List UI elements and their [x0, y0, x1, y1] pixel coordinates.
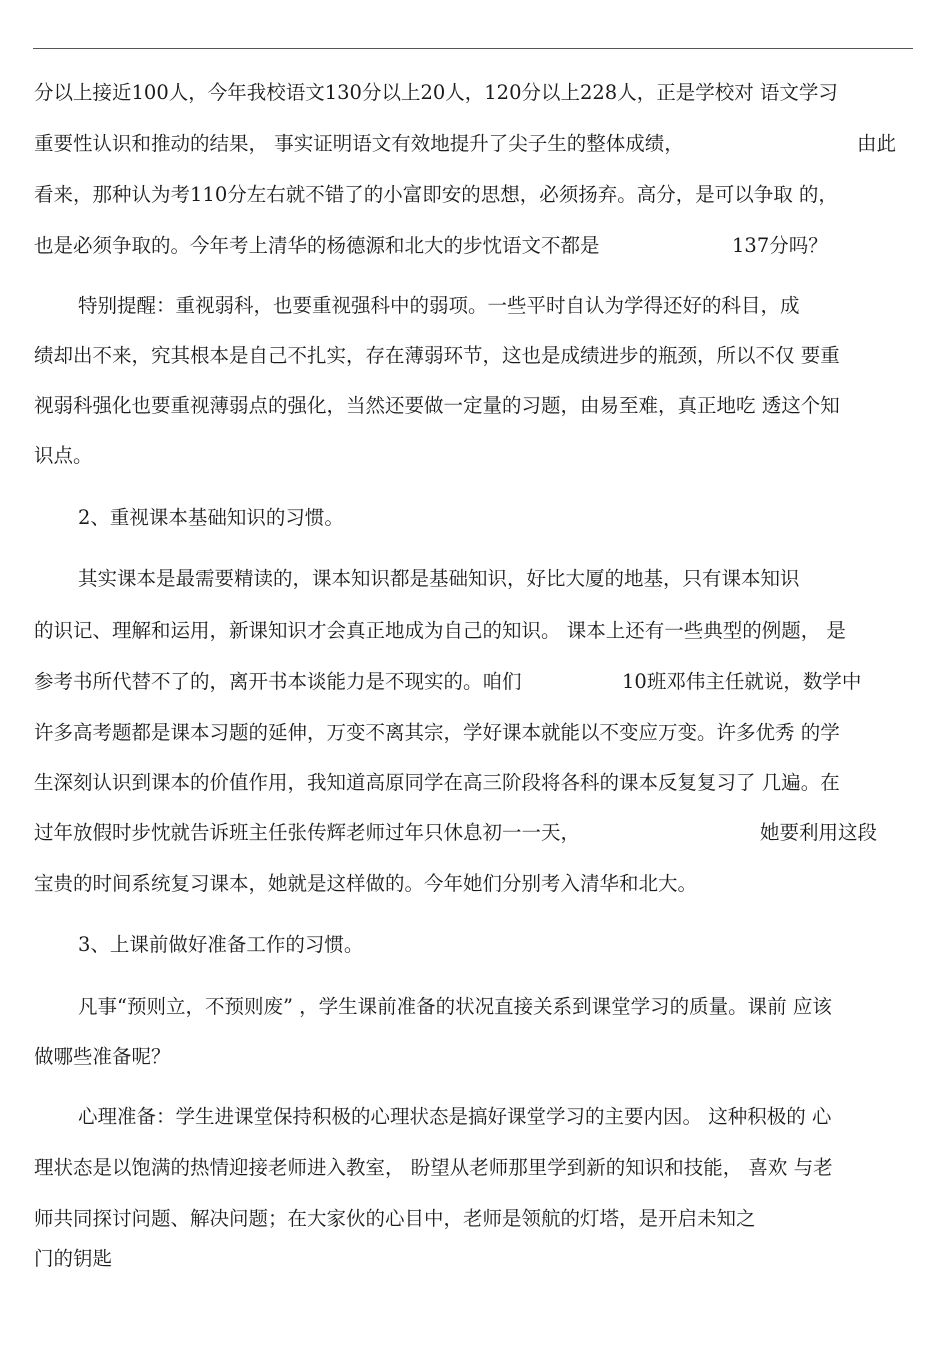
text-line: 生深刻认识到课本的价值作用，我知道高原同学在高三阶段将各科的课本反复复习了 几遍。在: [34, 771, 840, 794]
text-line: 的识记、理解和运用，新课知识才会真正地成为自己的知识。 课本上还有一些典型的例题， 是: [34, 619, 846, 642]
paragraph-first-line: 心理准备：学生进课堂保持积极的心理状态是搞好课堂学习的主要内因。 这种积极的 心: [78, 1105, 832, 1128]
text-line: 分以上接近100人，今年我校语文130分以上20人，120分以上228人，正是学校对 语文学习: [34, 81, 838, 104]
text-line: 她要利用这段: [760, 821, 878, 844]
text-line: 过年放假时步忱就告诉班主任张传辉老师过年只休息初一一天，: [34, 821, 581, 844]
text-line: 宝贵的时间系统复习课本，她就是这样做的。今年她们分别考入清华和北大。: [34, 872, 698, 895]
text-line: 做哪些准备呢？: [34, 1045, 171, 1068]
text-line: 由此: [857, 132, 897, 155]
text-line: 识点。: [34, 444, 93, 467]
text-line: 许多高考题都是课本习题的延伸，万变不离其宗，学好课本就能以不变应万变。许多优秀 的学: [34, 721, 840, 744]
text-line: 10班邓伟主任就说，数学中: [622, 670, 862, 693]
text-line: 参考书所代替不了的，离开书本谈能力是不现实的。咱们: [34, 670, 522, 693]
section-heading: 3、上课前做好准备工作的习惯。: [78, 933, 364, 956]
text-line: 师共同探讨问题、解决问题；在大家伙的心目中，老师是领航的灯塔，是开启未知之: [34, 1207, 756, 1230]
text-line: 也是必须争取的。今年考上清华的杨德源和北大的步忱语文不都是: [34, 234, 600, 257]
text-line: 理状态是以饱满的热情迎接老师进入教室， 盼望从老师那里学到新的知识和技能， 喜欢 与老: [34, 1156, 833, 1179]
text-line: 137分吗？: [732, 234, 828, 257]
paragraph-first-line: 其实课本是最需要精读的，课本知识都是基础知识，好比大厦的地基，只有课本知识: [78, 567, 800, 590]
text-line: 门的钥匙: [34, 1247, 113, 1270]
header-rule: [33, 48, 913, 49]
section-heading: 2、重视课本基础知识的习惯。: [78, 506, 344, 529]
text-line: 看来，那种认为考110分左右就不错了的小富即安的思想，必须扬弃。高分，是可以争取 的，: [34, 183, 838, 206]
paragraph-first-line: 特别提醒：重视弱科，也要重视强科中的弱项。一些平时自认为学得还好的科目，成: [78, 294, 800, 317]
paragraph-first-line: 凡事“预则立，不预则废” ，学生课前准备的状况直接关系到课堂学习的质量。课前 应该: [78, 995, 832, 1018]
text-line: 重要性认识和推动的结果， 事实证明语文有效地提升了尖子生的整体成绩，: [34, 132, 684, 155]
text-line: 视弱科强化也要重视薄弱点的强化，当然还要做一定量的习题，由易至难，真正地吃 透这个知: [34, 394, 840, 417]
text-line: 绩却出不来，究其根本是自己不扎实，存在薄弱环节，这也是成绩进步的瓶颈，所以不仅 要重: [34, 344, 840, 367]
